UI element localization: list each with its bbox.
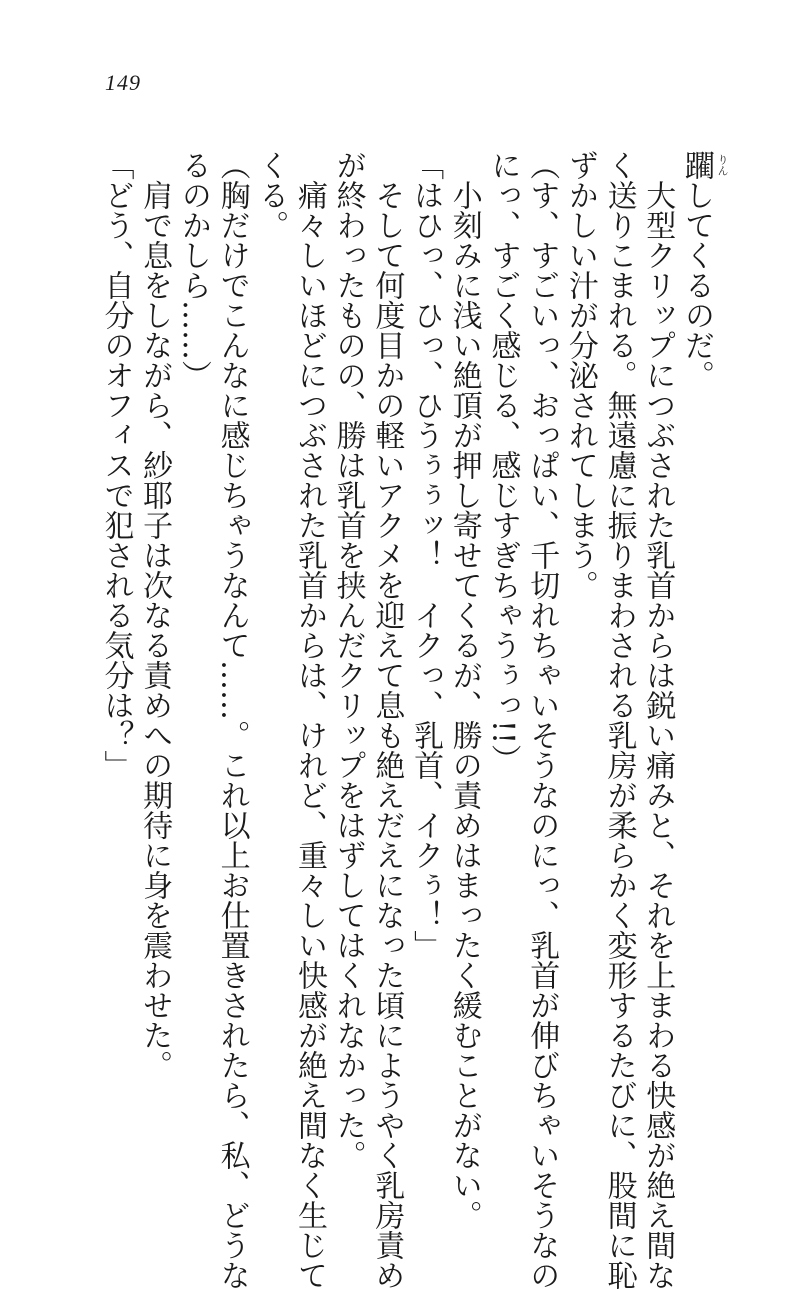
text-line-8: 「はひっ、ひっ、ひうぅぅッ！ イクっ、乳首、イクぅ！」 — [408, 150, 444, 960]
text-line-7: 小刻みに浅い絶頂が押し寄せてくるが、勝の責めはまったく緩むことがない。 — [446, 150, 482, 1230]
text-line-10: が終わったものの、勝は乳首を挟んだクリップをはずしてはくれなかった。 — [330, 150, 366, 1170]
text-line-14: るのかしら……） — [175, 150, 211, 390]
vertical-text-block — [75, 150, 729, 1290]
text-line-13: （胸だけでこんなに感じちゃうなんて……。これ以上お仕置きされたら、私、どうな — [214, 150, 250, 1290]
text-line-4: ずかしい汁が分泌されてしまう。 — [562, 150, 598, 600]
text-line-11: 痛々しいほどにつぶされた乳首からは、けれど、重々しい快感が絶え間なく生じて — [291, 150, 327, 1290]
ruby-reading: りん — [716, 154, 729, 176]
text-line-15: 肩で息をしながら、紗耶子は次なる責めへの期待に身を震わせた。 — [137, 150, 173, 1080]
text-line-9: そして何度目かの軽いアクメを迎えて息も絶えだえになった頃にようやく乳房責め — [369, 150, 405, 1290]
text-line-6: にっ、すごく感じる、感じすぎちゃうぅっ!!） — [485, 150, 521, 775]
ruby-kanji — [679, 150, 729, 180]
text-line-1-rest: してくるのだ。 — [679, 180, 714, 390]
text-line-3: く送りこまれる。無遠慮に振りまわされる乳房が柔らかく変形するたびに、股間に恥 — [601, 150, 637, 1290]
text-line-12: くる。 — [253, 150, 289, 240]
text-line-1 — [676, 150, 729, 1150]
text-line-2: 大型クリップにつぶされた乳首からは鋭い痛みと、それを上まわる快感が絶え間な — [640, 150, 676, 1290]
ruby-base: 躙 — [679, 150, 714, 180]
page-number: 149 — [105, 70, 141, 95]
text-line-5: （す、すごいっ、おっぱい、千切れちゃいそうなのにっ、乳首が伸びちゃいそうなの — [524, 150, 560, 1290]
text-line-16: 「どう、自分のオフィスで犯される気分は？」 — [98, 150, 134, 780]
